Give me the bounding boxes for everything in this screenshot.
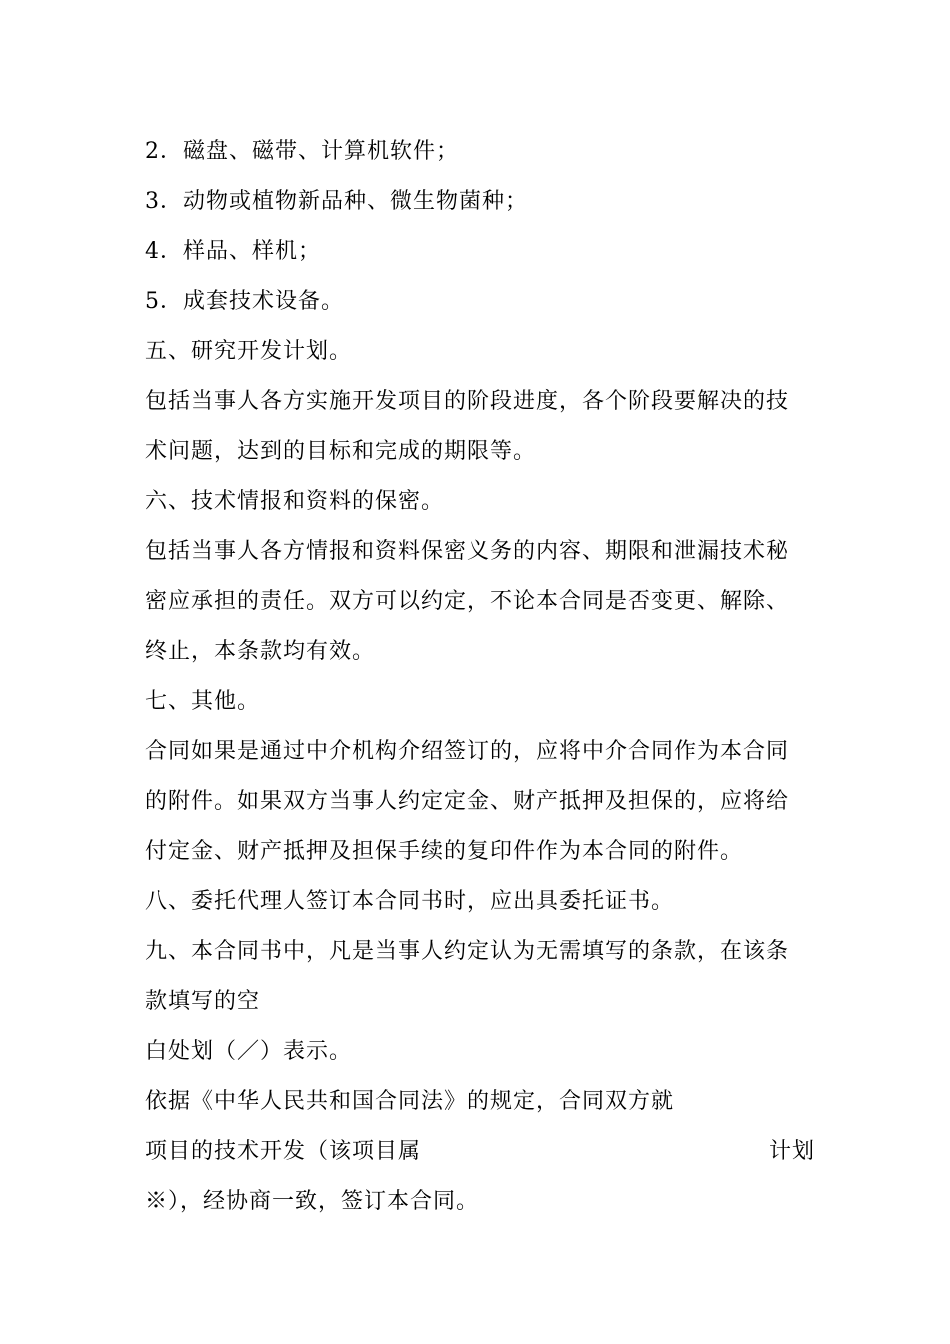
paragraph-line: 合同如果是通过中介机构介绍签订的，应将中介合同作为本合同	[145, 739, 790, 764]
paragraph-line: 术问题，达到的目标和完成的期限等。	[145, 439, 537, 464]
section-heading-8: 八、委托代理人签订本合同书时，应出具委托证书。	[145, 889, 675, 914]
section-heading-9: 九、本合同书中，凡是当事人约定认为无需填写的条款，在该条	[145, 939, 790, 964]
blank-field-right-text: 计划	[768, 1139, 815, 1164]
text-line-3: 4．样品、样机；	[145, 239, 321, 264]
section-heading-6: 六、技术情报和资料的保密。	[145, 489, 445, 514]
paragraph-line: 款填写的空	[145, 989, 261, 1014]
text-line-1: 2．磁盘、磁带、计算机软件；	[145, 139, 459, 164]
text-line-4: 5．成套技术设备。	[145, 289, 344, 314]
paragraph-line: 的附件。如果双方当事人约定定金、财产抵押及担保的，应将给	[145, 789, 790, 814]
paragraph-line: 包括当事人各方实施开发项目的阶段进度，各个阶段要解决的技	[145, 389, 790, 414]
paragraph-line: 终止，本条款均有效。	[145, 639, 376, 664]
blank-field-line	[145, 1137, 815, 1167]
paragraph-line: 包括当事人各方情报和资料保密义务的内容、期限和泄漏技术秘	[145, 539, 790, 564]
closing-line: ※），经协商一致，签订本合同。	[145, 1189, 480, 1214]
paragraph-line: 白处划（／）表示。	[145, 1039, 353, 1064]
section-heading-5: 五、研究开发计划。	[145, 339, 353, 364]
paragraph-line: 依据《中华人民共和国合同法》的规定，合同双方就	[145, 1089, 675, 1114]
text-line-2: 3．动物或植物新品种、微生物菌种；	[145, 189, 528, 214]
blank-field-left-text: 项目的技术开发（该项目属	[145, 1139, 422, 1164]
paragraph-line: 付定金、财产抵押及担保手续的复印件作为本合同的附件。	[145, 839, 744, 864]
section-heading-7: 七、其他。	[145, 689, 261, 714]
paragraph-line: 密应承担的责任。双方可以约定，不论本合同是否变更、解除、	[145, 589, 790, 614]
